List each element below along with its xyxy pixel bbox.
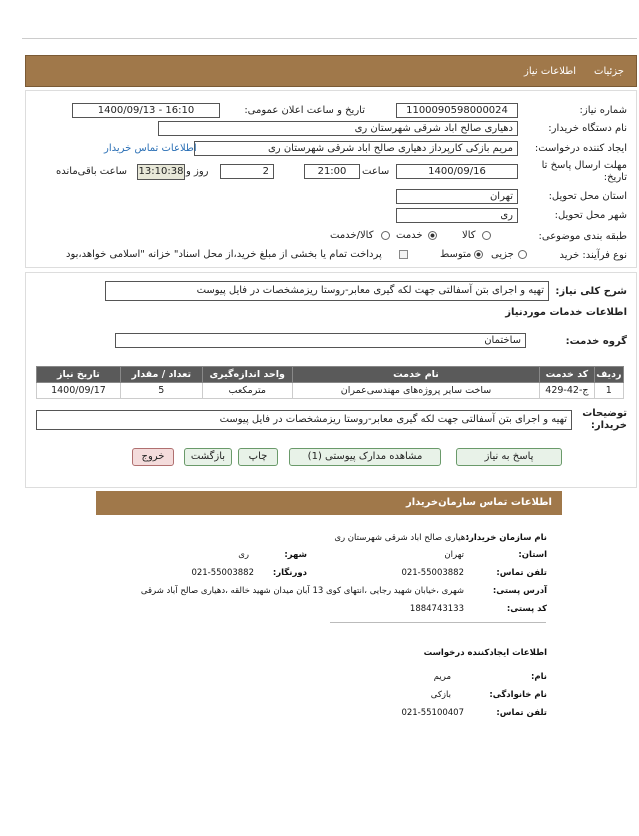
- buyer-name-value: دهیاری صالح اباد شرقی شهرستان ری: [334, 533, 469, 543]
- contact-phone-value: 021-55003882: [401, 568, 464, 578]
- days-field: 2: [220, 164, 274, 179]
- category-goods-service-label: کالا/خدمت: [330, 230, 374, 241]
- city-field: ری: [396, 208, 518, 223]
- reply-button[interactable]: پاسخ به نیاز: [456, 448, 562, 466]
- buyer-notes-field: تهیه و اجرای بتن آسفالتی جهت لکه گیری معابر-روستا ریزمشخصات در فایل پیوست: [36, 410, 572, 430]
- treasury-payment-note: پرداخت تمام یا بخشی از مبلغ خرید،از محل اسناد" خزانه "اسلامی خواهد،بود: [66, 249, 382, 260]
- deadline-date-field: 1400/09/16: [396, 164, 518, 179]
- creator-label: ایجاد کننده درخواست:: [534, 143, 627, 154]
- contact-fax-label: دورنگار:: [272, 568, 307, 578]
- back-button[interactable]: بازگشت: [184, 448, 232, 466]
- remaining-label: ساعت باقی‌مانده: [56, 166, 128, 177]
- cell-quantity: 5: [120, 383, 202, 399]
- province-field: تهران: [396, 189, 518, 204]
- category-label: طبقه بندی موضوعی:: [538, 231, 627, 242]
- treasury-payment-checkbox[interactable]: [399, 250, 408, 259]
- details-tab[interactable]: جزئیات: [594, 66, 624, 77]
- days-label: روز و: [186, 166, 209, 177]
- service-group-field: ساختمان: [115, 333, 526, 348]
- buyer-name-label: نام سازمان خریدار:: [465, 533, 547, 543]
- services-title: اطلاعات خدمات موردنیاز: [505, 307, 627, 318]
- deadline-time-field: 21:00: [304, 164, 360, 179]
- cell-row: 1: [594, 383, 623, 399]
- cell-service-name: ساخت سایر پروژه‌های مهندسی‌عمران: [292, 383, 539, 399]
- creator-last-name-label: نام خانوادگی:: [489, 690, 547, 700]
- contact-phone-label: تلفن تماس:: [496, 568, 547, 578]
- buyer-contact-link[interactable]: اطلاعات تماس خریدار: [104, 143, 197, 154]
- contact-postal-value: 1884743133: [409, 604, 464, 614]
- announce-date-label: تاریخ و ساعت اعلان عمومی:: [244, 105, 365, 116]
- creator-phone-value: 021-55100407: [401, 708, 464, 718]
- contact-province-value: تهران: [444, 550, 464, 560]
- contact-postal-label: کد پستی:: [506, 604, 547, 614]
- creator-field: مریم بازکی کارپرداز دهیاری صالح اباد شرقی شهرستان ری: [194, 141, 518, 156]
- process-minor-radio[interactable]: [518, 250, 527, 259]
- services-table-header: [37, 367, 624, 383]
- category-goods-radio[interactable]: [482, 231, 491, 240]
- contact-divider: [330, 622, 546, 623]
- category-goods-service-radio[interactable]: [381, 231, 390, 240]
- services-table: [36, 366, 624, 399]
- need-desc-label: شرح کلی نیاز:: [555, 286, 627, 297]
- buyer-notes-label: توضیحات خریدار:: [582, 408, 627, 431]
- category-service-radio[interactable]: [428, 231, 437, 240]
- col-service-code: کد خدمت: [540, 367, 595, 383]
- col-quantity: تعداد / مقدار: [120, 367, 202, 383]
- buyer-org-field: دهیاری صالح اباد شرقی شهرستان ری: [158, 121, 518, 136]
- cell-unit: مترمکعب: [202, 383, 292, 399]
- announce-date-field: 1400/09/13 - 16:10: [72, 103, 220, 118]
- col-row: ردیف: [594, 367, 623, 383]
- contact-city-value: ری: [238, 550, 249, 560]
- buyer-org-label: نام دستگاه خریدار:: [548, 123, 627, 134]
- process-label: نوع فرآیند: خرید: [559, 250, 627, 261]
- remaining-timer: 13:10:38: [137, 164, 185, 180]
- service-group-label: گروه خدمت:: [565, 336, 627, 347]
- deadline-label: مهلت ارسال پاسخ تا تاریخ:: [541, 160, 627, 183]
- category-goods-label: کالا: [462, 230, 476, 241]
- top-divider: [22, 38, 637, 39]
- cell-need-date: 1400/09/17: [37, 383, 121, 399]
- creator-first-name-label: نام:: [530, 672, 547, 682]
- process-medium-label: متوسط: [440, 249, 472, 260]
- process-medium-radio[interactable]: [474, 250, 483, 259]
- contact-header: [96, 491, 562, 515]
- city-label: شهر محل تحویل:: [554, 210, 627, 221]
- need-info-tab[interactable]: اطلاعات نیاز: [524, 66, 576, 77]
- attachments-button[interactable]: مشاهده مدارک پیوستی (1): [289, 448, 441, 466]
- col-need-date: تاریخ نیاز: [37, 367, 121, 383]
- province-label: استان محل تحویل:: [548, 191, 627, 202]
- table-row: [37, 383, 624, 399]
- creator-section-title: اطلاعات ایجادکننده درخواست: [423, 648, 547, 658]
- need-number-field: 1100090598000024: [396, 103, 518, 118]
- need-desc-field: تهیه و اجرای بتن آسفالتی جهت لکه گیری معابر-روستا ریزمشخصات در فایل پیوست: [105, 281, 549, 301]
- category-service-label: خدمت: [396, 230, 423, 241]
- contact-fax-value: 021-55003882: [191, 568, 254, 578]
- exit-button[interactable]: خروج: [132, 448, 174, 466]
- contact-province-label: استان:: [518, 550, 547, 560]
- cell-service-code: ج-42-429: [540, 383, 595, 399]
- col-service-name: نام خدمت: [292, 367, 539, 383]
- process-minor-label: جزیی: [491, 249, 514, 260]
- col-unit: واحد اندازه‌گیری: [202, 367, 292, 383]
- creator-phone-label: تلفن تماس:: [496, 708, 547, 718]
- need-number-label: شماره نیاز:: [579, 105, 627, 116]
- contact-title: اطلاعات تماس سازمان‌خریدار: [405, 497, 552, 508]
- print-button[interactable]: چاپ: [238, 448, 278, 466]
- header-bar: [25, 55, 637, 87]
- time-label: ساعت: [362, 166, 390, 177]
- creator-last-name-value: بازکی: [430, 690, 451, 700]
- contact-city-label: شهر:: [284, 550, 307, 560]
- creator-first-name-value: مریم: [433, 672, 451, 682]
- contact-address-value: شهری ،خیابان شهید رجایی ،انتهای کوی 13 آبان میدان شهید خالقه ،دهیاری صالح آباد شرقی: [140, 586, 464, 596]
- contact-address-label: آدرس پستی:: [492, 586, 547, 596]
